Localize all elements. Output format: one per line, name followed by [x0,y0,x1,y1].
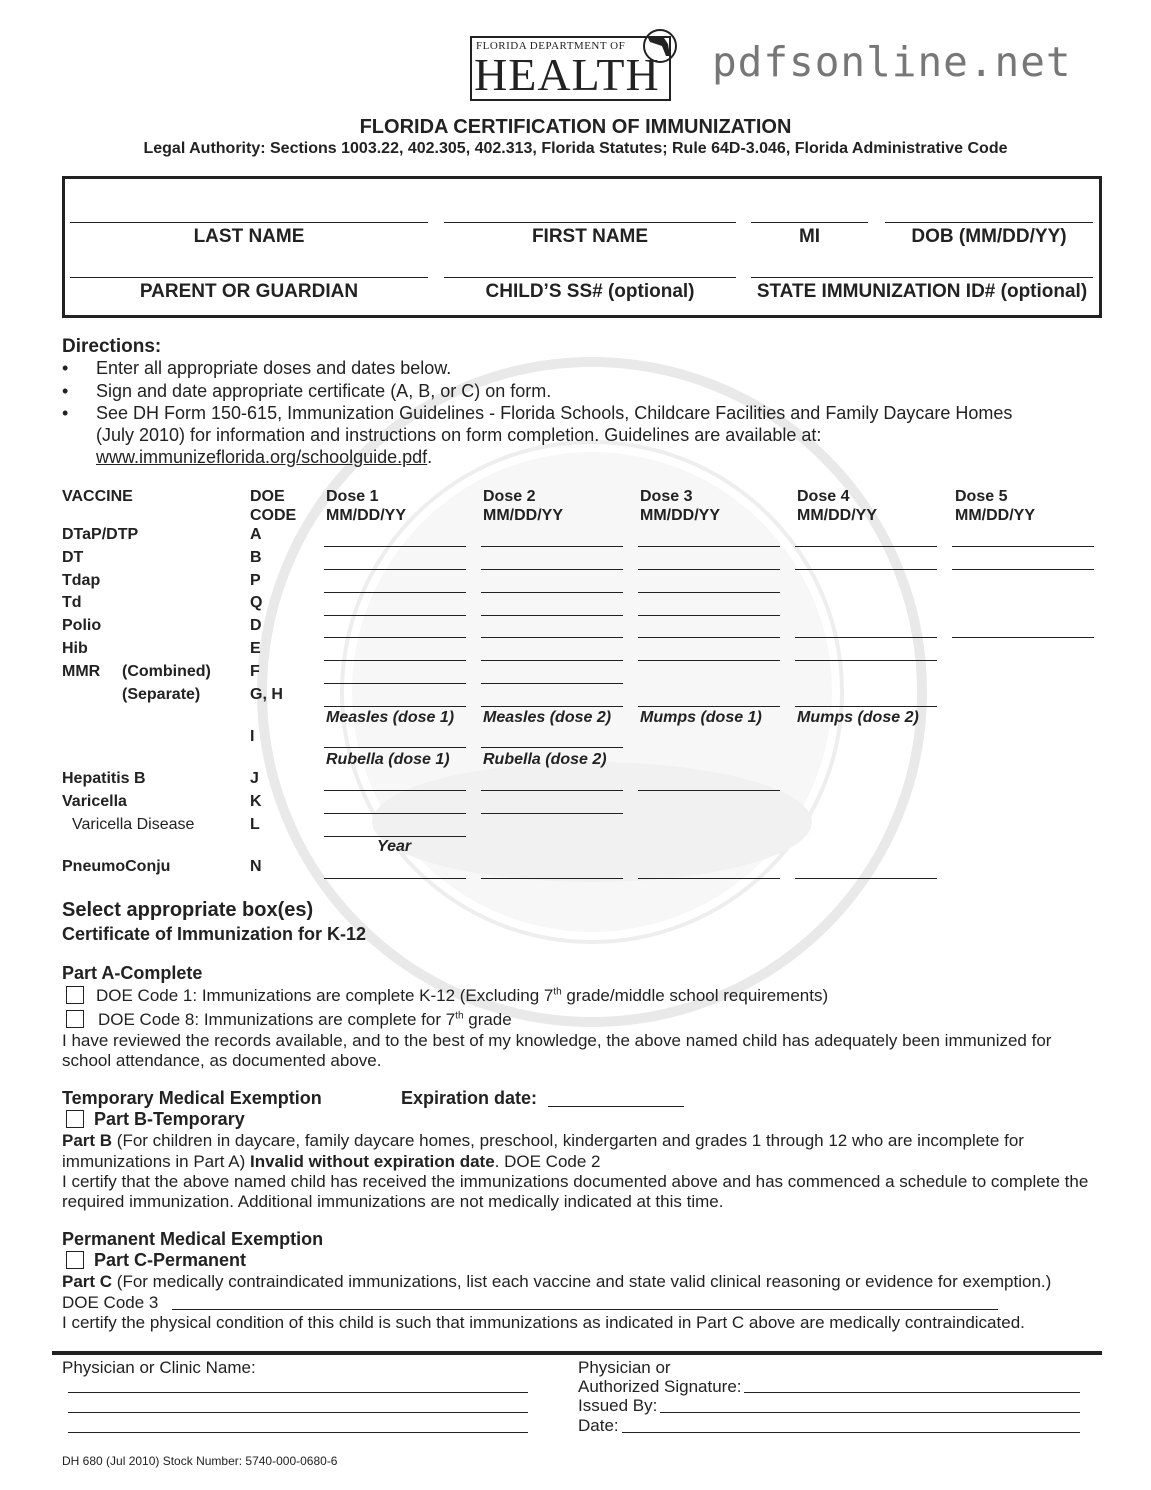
date-field[interactable] [622,1432,1080,1433]
dose4-format: MM/DD/YY [797,507,877,524]
year-label: Year [377,838,412,855]
form-number-footer: DH 680 (Jul 2010) Stock Number: 5740-000-0680-6 [62,1454,338,1468]
dose-field[interactable] [795,660,937,661]
dose-field[interactable] [324,813,466,814]
dose-field[interactable] [795,546,937,547]
dose5-format: MM/DD/YY [955,507,1035,524]
guidelines-link[interactable]: www.immunizeflorida.org/schoolguide.pdf [96,447,428,467]
last-name-field[interactable] [70,222,428,223]
code-pneumo: N [250,858,262,875]
code-i: I [250,728,255,745]
expiration-date-field[interactable] [548,1106,684,1107]
part-a-certification-line1: I have reviewed the records available, and to the best of my knowledge, the above named child has adequately been immunized for [62,1031,1052,1050]
dose-field[interactable] [481,569,623,570]
doe-code2-text: . DOE Code 2 [494,1152,601,1171]
authorized-signature-field[interactable] [744,1392,1080,1393]
state-id-field[interactable] [751,277,1093,278]
part-b-checkbox[interactable] [66,1110,84,1128]
vaccine-pneumo: PneumoConju [62,858,171,875]
measles-dose1-label: Measles (dose 1) [326,709,455,726]
doe-code3-label: DOE Code 3 [62,1293,159,1312]
part-c-text: (For medically contraindicated immunizations, list each vaccine and state valid clinical reasoning or evidence for exemption.) [112,1272,1052,1291]
clinic-name-field[interactable] [68,1412,528,1413]
expiration-date-label: Expiration date: [401,1088,538,1108]
dose-field[interactable] [638,706,780,707]
last-name-label: LAST NAME [193,226,305,247]
dose2-header: Dose 2 [483,488,536,505]
direction-item-1: Enter all appropriate doses and dates below. [96,358,452,378]
parent-label: PARENT OR GUARDIAN [139,281,359,302]
directions-heading: Directions: [62,336,162,357]
dose-field[interactable] [638,660,780,661]
dose-field[interactable] [481,706,623,707]
dose2-format: MM/DD/YY [483,507,563,524]
date-label: Date: [578,1416,619,1435]
dose-field[interactable] [952,637,1094,638]
mmr-combined-label: (Combined) [122,663,211,680]
health-logo [470,36,671,101]
dose-field[interactable] [481,592,623,593]
bullet-icon: • [62,403,69,423]
code-dtap: A [250,526,262,543]
vaccine-varicella: Varicella [62,793,127,810]
part-c-reason-field[interactable] [172,1309,998,1310]
dose-field[interactable] [324,660,466,661]
form-title: FLORIDA CERTIFICATION OF IMMUNIZATION [359,116,792,138]
code-tdap: P [250,572,261,589]
signature-divider [52,1351,1102,1355]
clinic-name-field[interactable] [68,1432,528,1433]
dose-field[interactable] [324,683,466,684]
rubella-dose1-label: Rubella (dose 1) [326,751,450,768]
doe-header-2: CODE [250,507,297,524]
dose4-header: Dose 4 [797,488,850,505]
watermark-text: pdfsonline.net [712,38,1072,86]
state-id-label: STATE IMMUNIZATION ID# (optional) [756,281,1088,302]
clinic-name-field[interactable] [68,1392,528,1393]
vaccine-hepb: Hepatitis B [62,770,146,787]
dose3-header: Dose 3 [640,488,693,505]
physician-label: Physician or [578,1358,671,1377]
ssn-field[interactable] [444,277,736,278]
dose-field[interactable] [324,569,466,570]
vaccine-varicella-disease: Varicella Disease [72,816,195,833]
doe-code8-checkbox[interactable] [66,1010,84,1028]
code-separate: G, H [250,686,283,703]
mmr-separate-label: (Separate) [122,686,201,703]
vaccine-header: VACCINE [62,488,133,505]
dose3-format: MM/DD/YY [640,507,720,524]
part-b-checkbox-label: Part B-Temporary [94,1109,245,1129]
part-a-heading: Part A-Complete [62,963,203,983]
first-name-field[interactable] [444,222,736,223]
florida-map-icon [642,26,682,68]
dose-field[interactable] [638,592,780,593]
code-varicella: K [250,793,262,810]
bullet-icon: • [62,381,69,401]
code-mmr: F [250,663,260,680]
first-name-label: FIRST NAME [531,226,649,247]
dose-field[interactable] [324,790,466,791]
dose-field[interactable] [481,813,623,814]
part-b-text2: immunizations in Part A) [62,1152,251,1171]
part-c-certification: I certify the physical condition of this child is such that immunizations as indicated in Part C above are medically contraindicated. [62,1313,1025,1332]
code-varicella-disease: L [250,816,260,833]
dose-field[interactable] [795,569,937,570]
ssn-label: CHILD’S SS# (optional) [485,281,695,302]
code-hepb: J [250,770,259,787]
dose-field[interactable] [324,747,466,748]
dose-field[interactable] [324,836,466,837]
doe-code1-checkbox[interactable] [66,986,84,1004]
vaccine-td: Td [62,594,82,611]
dose-field[interactable] [324,546,466,547]
dob-label: DOB (MM/DD/YY) [911,226,1067,247]
direction-item-3-line2: (July 2010) for information and instructions on form completion. Guidelines are available at: [96,425,822,445]
dose-field[interactable] [638,546,780,547]
mi-label: MI [798,226,821,247]
code-hib: E [250,640,261,657]
dose-field[interactable] [638,569,780,570]
logo-main-text: HEALTH [474,49,660,100]
code-polio: D [250,617,262,634]
dose-field[interactable] [638,790,780,791]
dose-field[interactable] [481,747,623,748]
dose-field[interactable] [481,790,623,791]
dose-field[interactable] [795,878,937,879]
part-a-certification-line2: school attendance, as documented above. [62,1051,382,1070]
dose-field[interactable] [795,706,937,707]
issued-by-label: Issued By: [578,1396,658,1415]
temporary-exemption-heading: Temporary Medical Exemption [62,1088,322,1108]
part-b-certification-line1: I certify that the above named child has received the immunizations documented above and has commenced a schedule to complete the [62,1172,1089,1191]
period-text: . [427,447,433,467]
doe-code8-text: DOE Code 8: Immunizations are complete for 7th grade [98,1010,512,1029]
vaccine-mmr: MMR [62,663,101,680]
part-c-checkbox-label: Part C-Permanent [94,1250,247,1270]
direction-item-2: Sign and date appropriate certificate (A, B, or C) on form. [96,381,552,401]
dose-field[interactable] [638,615,780,616]
vaccine-dt: DT [62,549,84,566]
part-b-label: Part B [62,1131,113,1150]
dose-field[interactable] [795,637,937,638]
logo-top-text: FLORIDA DEPARTMENT OF [476,40,626,52]
dose-field[interactable] [481,683,623,684]
dob-field[interactable] [885,222,1093,223]
dose-field[interactable] [324,615,466,616]
mumps-dose2-label: Mumps (dose 2) [797,709,919,726]
invalid-warning: Invalid without expiration date [250,1152,495,1171]
dose-field[interactable] [324,706,466,707]
bullet-icon: • [62,358,69,378]
direction-item-3-line1: See DH Form 150-615, Immunization Guidelines - Florida Schools, Childcare Facilities and Family Daycare Homes [96,403,1013,423]
dose-field[interactable] [481,878,623,879]
dose-field[interactable] [481,660,623,661]
vaccine-hib: Hib [62,640,88,657]
measles-dose2-label: Measles (dose 2) [483,709,612,726]
dose-field[interactable] [952,546,1094,547]
dose1-format: MM/DD/YY [326,507,406,524]
vaccine-tdap: Tdap [62,572,101,589]
dose5-header: Dose 5 [955,488,1008,505]
part-b-text: (For children in daycare, family daycare homes, preschool, kindergarten and grades 1 through 12 who are incomplete for [112,1131,1024,1150]
mi-field[interactable] [751,222,868,223]
dose-field[interactable] [481,615,623,616]
permanent-exemption-heading: Permanent Medical Exemption [62,1229,324,1249]
k12-certificate-heading: Certificate of Immunization for K-12 [62,924,367,944]
select-heading: Select appropriate box(es) [62,899,314,921]
dose-field[interactable] [481,546,623,547]
authorized-signature-label: Authorized Signature: [578,1377,742,1396]
code-td: Q [250,594,263,611]
dose-field[interactable] [324,592,466,593]
mumps-dose1-label: Mumps (dose 1) [640,709,762,726]
doe-code1-text: DOE Code 1: Immunizations are complete K-12 (Excluding 7th grade/middle school requirements) [96,986,829,1005]
form-subtitle: Legal Authority: Sections 1003.22, 402.305, 402.313, Florida Statutes; Rule 64D-3.046, Florida Administrative Code [143,140,1008,157]
dose-field[interactable] [952,569,1094,570]
parent-field[interactable] [70,277,428,278]
vaccine-polio: Polio [62,617,102,634]
rubella-dose2-label: Rubella (dose 2) [483,751,607,768]
part-c-checkbox[interactable] [66,1251,84,1269]
dose1-header: Dose 1 [326,488,379,505]
part-c-label: Part C [62,1272,113,1291]
dose-field[interactable] [324,637,466,638]
dose-field[interactable] [638,637,780,638]
issued-by-field[interactable] [660,1412,1080,1413]
vaccine-dtap: DTaP/DTP [62,526,139,543]
code-dt: B [250,549,262,566]
dose-field[interactable] [481,637,623,638]
dose-field[interactable] [638,878,780,879]
dose-field[interactable] [324,878,466,879]
clinic-name-label: Physician or Clinic Name: [62,1358,256,1377]
doe-header-1: DOE [250,488,285,505]
part-b-certification-line2: required immunization. Additional immunizations are not medically indicated at this time. [62,1192,724,1211]
